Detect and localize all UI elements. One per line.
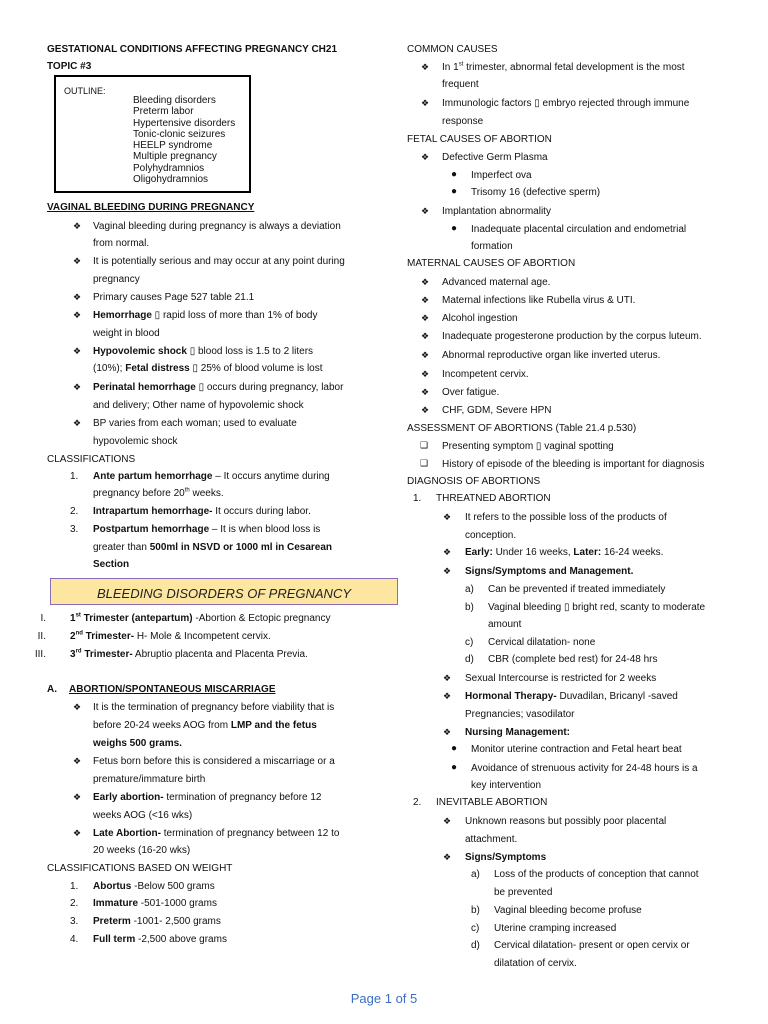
text: greater than [93,542,150,553]
outline-item: Preterm labor [133,106,194,118]
definition: ▯ blood loss is 1.5 to 2 liters [186,346,314,357]
dot-bullet-icon: ● [451,169,458,180]
letter-label: c) [471,923,480,934]
letter-label: d) [465,654,474,665]
text: trimester, abnormal fetal development is the most [463,62,685,73]
diamond-bullet-icon: ❖ [421,206,430,216]
term: Hormonal Therapy- [465,691,557,702]
term: Ante partum hemorrhage [93,471,213,482]
paragraph-line: premature/immature birth [93,774,206,785]
paragraph-line [93,489,224,499]
list-number: 2. [70,898,79,909]
diamond-bullet-icon: ❖ [421,62,430,72]
outline-item: Oligohydramnios [133,174,209,186]
paragraph-line [93,383,343,393]
outline-item: Bleeding disorders [133,95,216,106]
paragraph-line: Vaginal bleeding during pregnancy is always a deviation [93,221,341,232]
document-title: GESTATIONAL CONDITIONS AFFECTING PREGNANCY CH21 [47,44,338,55]
diamond-bullet-icon: ❖ [73,756,82,766]
text: weeks. [189,488,224,499]
term: Postpartum hemorrhage [93,524,210,535]
list-item: Inadequate progesterone production by the corpus luteum. [442,331,702,342]
outline-item: Hypertensive disorders [133,117,236,129]
paragraph-line: conception. [465,530,517,541]
diamond-bullet-icon: ❖ [443,566,452,576]
definition: – It is when blood loss is [209,524,321,535]
paragraph-line: Inadequate placental circulation and endometrial [471,224,687,235]
diamond-bullet-icon: ❖ [443,547,452,557]
subsection-heading-threatened: THREATNED ABORTION [436,493,551,504]
dot-bullet-icon: ● [451,186,458,197]
trimester-line [70,614,330,624]
diamond-bullet-icon: ❖ [421,295,430,305]
term: Abortus [93,881,132,892]
term: Hypovolemic shock [93,346,187,357]
definition: termination of pregnancy between 12 to [160,828,340,839]
diamond-bullet-icon: ❖ [443,852,452,862]
paragraph-line: attachment. [465,834,518,845]
paragraph-line [442,63,685,73]
section-heading-weight: CLASSIFICATIONS BASED ON WEIGHT [47,863,233,874]
definition: -Abortion & Ectopic pregnancy [192,613,331,624]
paragraph-line: Immunologic factors ▯ embryo rejected through immune [442,98,690,109]
definition: Abruptio placenta and Placenta Previa. [132,649,308,660]
paragraph-line: Cervical dilatation- none [488,637,596,648]
superscript: st [458,61,464,68]
definition: -2,500 above grams [135,934,227,945]
list-item: CHF, GDM, Severe HPN [442,405,552,416]
outline-item: Polyhydramnios [133,162,205,174]
section-heading-assessment: ASSESSMENT OF ABORTIONS (Table 21.4 p.530) [407,423,637,434]
diamond-bullet-icon: ❖ [73,792,82,802]
ordinal: 3 [70,649,76,660]
text: In 1 [442,62,459,73]
diamond-bullet-icon: ❖ [421,405,430,415]
ordinal: 1 [70,613,76,624]
paragraph-line: Unknown reasons but possibly poor placental [465,816,667,827]
definition: -501-1000 grams [138,898,217,909]
paragraph-line [93,525,320,535]
term: Early: [465,547,493,558]
paragraph-line [93,364,323,374]
section-heading-common-causes: COMMON CAUSES [407,44,498,55]
diamond-bullet-icon: ❖ [421,350,430,360]
letter-label: a) [471,869,480,880]
paragraph-line: Vaginal bleeding ▯ bright red, scanty to moderate [488,602,706,613]
term: Preterm [93,916,131,927]
paragraph-line: Uterine cramping increased [494,923,617,934]
section-heading-vaginal-bleeding: VAGINAL BLEEDING DURING PREGNANCY [47,202,255,213]
superscript: th [184,487,190,494]
list-item: Maternal infections like Rubella virus & UTI. [442,295,636,306]
weight-item [93,935,227,945]
paragraph-line: amount [488,619,522,630]
diamond-bullet-icon: ❖ [73,828,82,838]
list-number: 1. [413,493,422,504]
outline-item: Tonic-clonic seizures [133,128,226,140]
paragraph-line: Monitor uterine contraction and Fetal heart beat [471,744,682,755]
section-heading-abortion: ABORTION/SPONTANEOUS MISCARRIAGE [69,684,276,695]
diamond-bullet-icon: ❖ [73,346,82,356]
trimester-line [70,632,271,642]
paragraph-line: Primary causes Page 527 table 21.1 [93,292,255,303]
definition: – It occurs anytime during [212,471,330,482]
paragraph-line: weeks AOG (<16 wks) [93,810,193,821]
paragraph-line [93,543,332,553]
section-heading-maternal-causes: MATERNAL CAUSES OF ABORTION [407,258,576,269]
diamond-bullet-icon: ❖ [421,331,430,341]
paragraph-line: It refers to the possible loss of the products of [465,512,667,523]
paragraph-line: Signs/Symptoms [465,852,547,863]
text: before 20-24 weeks AOG from [93,720,231,731]
diamond-bullet-icon: ❖ [443,816,452,826]
letter-label: b) [465,602,474,613]
paragraph-line [93,347,313,357]
list-item: Abnormal reproductive organ like inverted uterus. [442,350,661,361]
section-heading-classifications: CLASSIFICATIONS [47,454,136,465]
roman-numeral: I. [40,613,46,624]
paragraph-line: Presenting symptom ▯ vaginal spotting [442,441,614,452]
diamond-bullet-icon: ❖ [73,702,82,712]
definition: It occurs during labor. [212,506,311,517]
diamond-bullet-icon: ❖ [421,369,430,379]
letter-label: b) [471,905,480,916]
ordinal: 2 [70,631,76,642]
paragraph-line: It is the termination of pregnancy before viability that is [93,702,335,713]
section-banner [50,578,398,605]
list-number: 2. [413,797,422,808]
diamond-bullet-icon: ❖ [421,313,430,323]
paragraph-line: Fetus born before this is considered a miscarriage or a [93,756,335,767]
definition: Duvadilan, Bricanyl -saved [556,691,678,702]
diamond-bullet-icon: ❖ [73,310,82,320]
square-bullet-icon: ❑ [420,458,429,468]
paragraph-line: Imperfect ova [471,170,532,181]
term: Perinatal hemorrhage [93,382,196,393]
list-item: Over fatigue. [442,387,500,398]
diamond-bullet-icon: ❖ [73,221,82,231]
paragraph-line: Cervical dilatation- present or open cervix or [494,940,690,951]
term: Hemorrhage [93,310,152,321]
paragraph-line: Signs/Symptoms and Management. [465,566,634,577]
outline-item: HEELP syndrome [133,140,213,152]
paragraph-line: Nursing Management: [465,727,571,738]
superscript: rd [75,648,82,655]
paragraph-line [93,472,330,482]
text: 16-24 weeks. [601,547,664,558]
superscript: st [75,612,81,619]
diamond-bullet-icon: ❖ [443,673,452,683]
list-number: 1. [70,881,79,892]
term: Immature [93,898,139,909]
weight-item [93,917,221,927]
list-item: Advanced maternal age. [442,277,551,288]
list-number: 3. [70,524,79,535]
paragraph-line: dilatation of cervix. [494,958,577,969]
list-number: 2. [70,506,79,517]
page-number: Page 1 of 5 [350,991,418,1006]
paragraph-line: formation [471,241,513,252]
paragraph-line [93,829,339,839]
superscript: nd [75,630,83,637]
paragraph-line: Implantation abnormality [442,206,551,217]
text: pregnancy before 20 [93,488,185,499]
paragraph-line: History of episode of the bleeding is important for diagnosis [442,459,705,470]
text: (10%); [93,363,126,374]
term: Late Abortion- [93,828,161,839]
outline-label: OUTLINE: [64,86,106,96]
list-number: 3. [70,916,79,927]
term: 500ml in NSVD or 1000 ml in Cesarean [149,542,333,553]
letter-label: c) [465,637,474,648]
paragraph-line: pregnancy [93,274,140,285]
definition: -1001- 2,500 grams [130,916,221,927]
term: Intrapartum hemorrhage- [93,506,213,517]
term: Full term [93,934,136,945]
paragraph-line: BP varies from each woman; used to evaluate [93,418,297,429]
subsection-heading-inevitable: INEVITABLE ABORTION [436,797,548,808]
paragraph-line: It is potentially serious and may occur at any point during [93,256,345,267]
paragraph-line: hypovolemic shock [93,436,178,447]
paragraph-line: Avoidance of strenuous activity for 24-48 hours is a [471,763,698,774]
text: Under 16 weeks, [492,547,574,558]
weight-item [93,882,215,892]
list-item: Incompetent cervix. [442,369,529,380]
paragraph-line: Can be prevented if treated immediately [488,584,666,595]
paragraph-line: Section [93,559,130,570]
list-number: 1. [70,471,79,482]
paragraph-line: from normal. [93,238,150,249]
term: Early abortion- [93,792,164,803]
paragraph-line [465,692,678,702]
term: Trimester- [81,649,133,660]
paragraph-line: key intervention [471,780,542,791]
section-letter: A. [47,684,57,695]
dot-bullet-icon: ● [451,223,458,234]
roman-numeral: III. [34,649,46,660]
diamond-bullet-icon: ❖ [73,418,82,428]
list-number: 4. [70,934,79,945]
paragraph-line [93,507,311,517]
dot-bullet-icon: ● [451,743,458,754]
diamond-bullet-icon: ❖ [421,152,430,162]
diamond-bullet-icon: ❖ [421,387,430,397]
section-heading-diagnosis: DIAGNOSIS OF ABORTIONS [407,476,541,487]
paragraph-line: frequent [442,79,479,90]
diamond-bullet-icon: ❖ [443,691,452,701]
term: Trimester- [82,631,135,642]
paragraph-line: Pregnancies; vasodilator [465,709,575,720]
paragraph-line: and delivery; Other name of hypovolemic shock [93,400,304,411]
term: Trimester (antepartum) [80,613,193,624]
banner-title: BLEEDING DISORDERS OF PREGNANCY [96,586,352,601]
section-heading-fetal-causes: FETAL CAUSES OF ABORTION [407,134,552,145]
paragraph-line: weighs 500 grams. [93,738,182,749]
definition: termination of pregnancy before 12 [163,792,322,803]
paragraph-line [93,721,317,731]
diamond-bullet-icon: ❖ [73,256,82,266]
paragraph-line: Defective Germ Plasma [442,152,548,163]
definition: -Below 500 grams [131,881,215,892]
outline-box [54,75,251,193]
trimester-line [70,650,308,660]
paragraph-line [93,793,321,803]
paragraph-line: Sexual Intercourse is restricted for 2 weeks [465,673,657,684]
paragraph-line: Trisomy 16 (defective sperm) [471,187,601,198]
diamond-bullet-icon: ❖ [421,277,430,287]
outline-item: Multiple pregnancy [133,151,217,163]
term: Fetal distress [125,363,190,374]
paragraph-line [93,311,318,321]
definition: ▯ occurs during pregnancy, labor [195,382,344,393]
letter-label: a) [465,584,474,595]
diamond-bullet-icon: ❖ [443,727,452,737]
term: Later: [573,547,602,558]
topic-label: TOPIC #3 [47,61,92,72]
list-item: Alcohol ingestion [442,313,518,324]
paragraph-line: Loss of the products of conception that cannot [494,869,699,880]
definition: H- Mole & Incompetent cervix. [134,631,271,642]
weight-item [93,899,217,909]
diamond-bullet-icon: ❖ [443,512,452,522]
paragraph-line: CBR (complete bed rest) for 24-48 hrs [488,654,658,665]
diamond-bullet-icon: ❖ [73,382,82,392]
paragraph-line [465,548,663,558]
paragraph-line: be prevented [494,887,553,898]
definition: ▯ 25% of blood volume is lost [189,363,323,374]
paragraph-line: response [442,116,484,127]
letter-label: d) [471,940,480,951]
outline-list [133,95,235,185]
diamond-bullet-icon: ❖ [73,292,82,302]
definition: ▯ rapid loss of more than 1% of body [151,310,318,321]
diamond-bullet-icon: ❖ [421,98,430,108]
dot-bullet-icon: ● [451,762,458,773]
roman-numeral: II. [37,631,46,642]
paragraph-line: Vaginal bleeding become profuse [494,905,642,916]
term: LMP and the fetus [230,720,317,731]
square-bullet-icon: ❑ [420,440,429,450]
paragraph-line: 20 weeks (16-20 wks) [93,845,191,856]
paragraph-line: weight in blood [93,328,160,339]
